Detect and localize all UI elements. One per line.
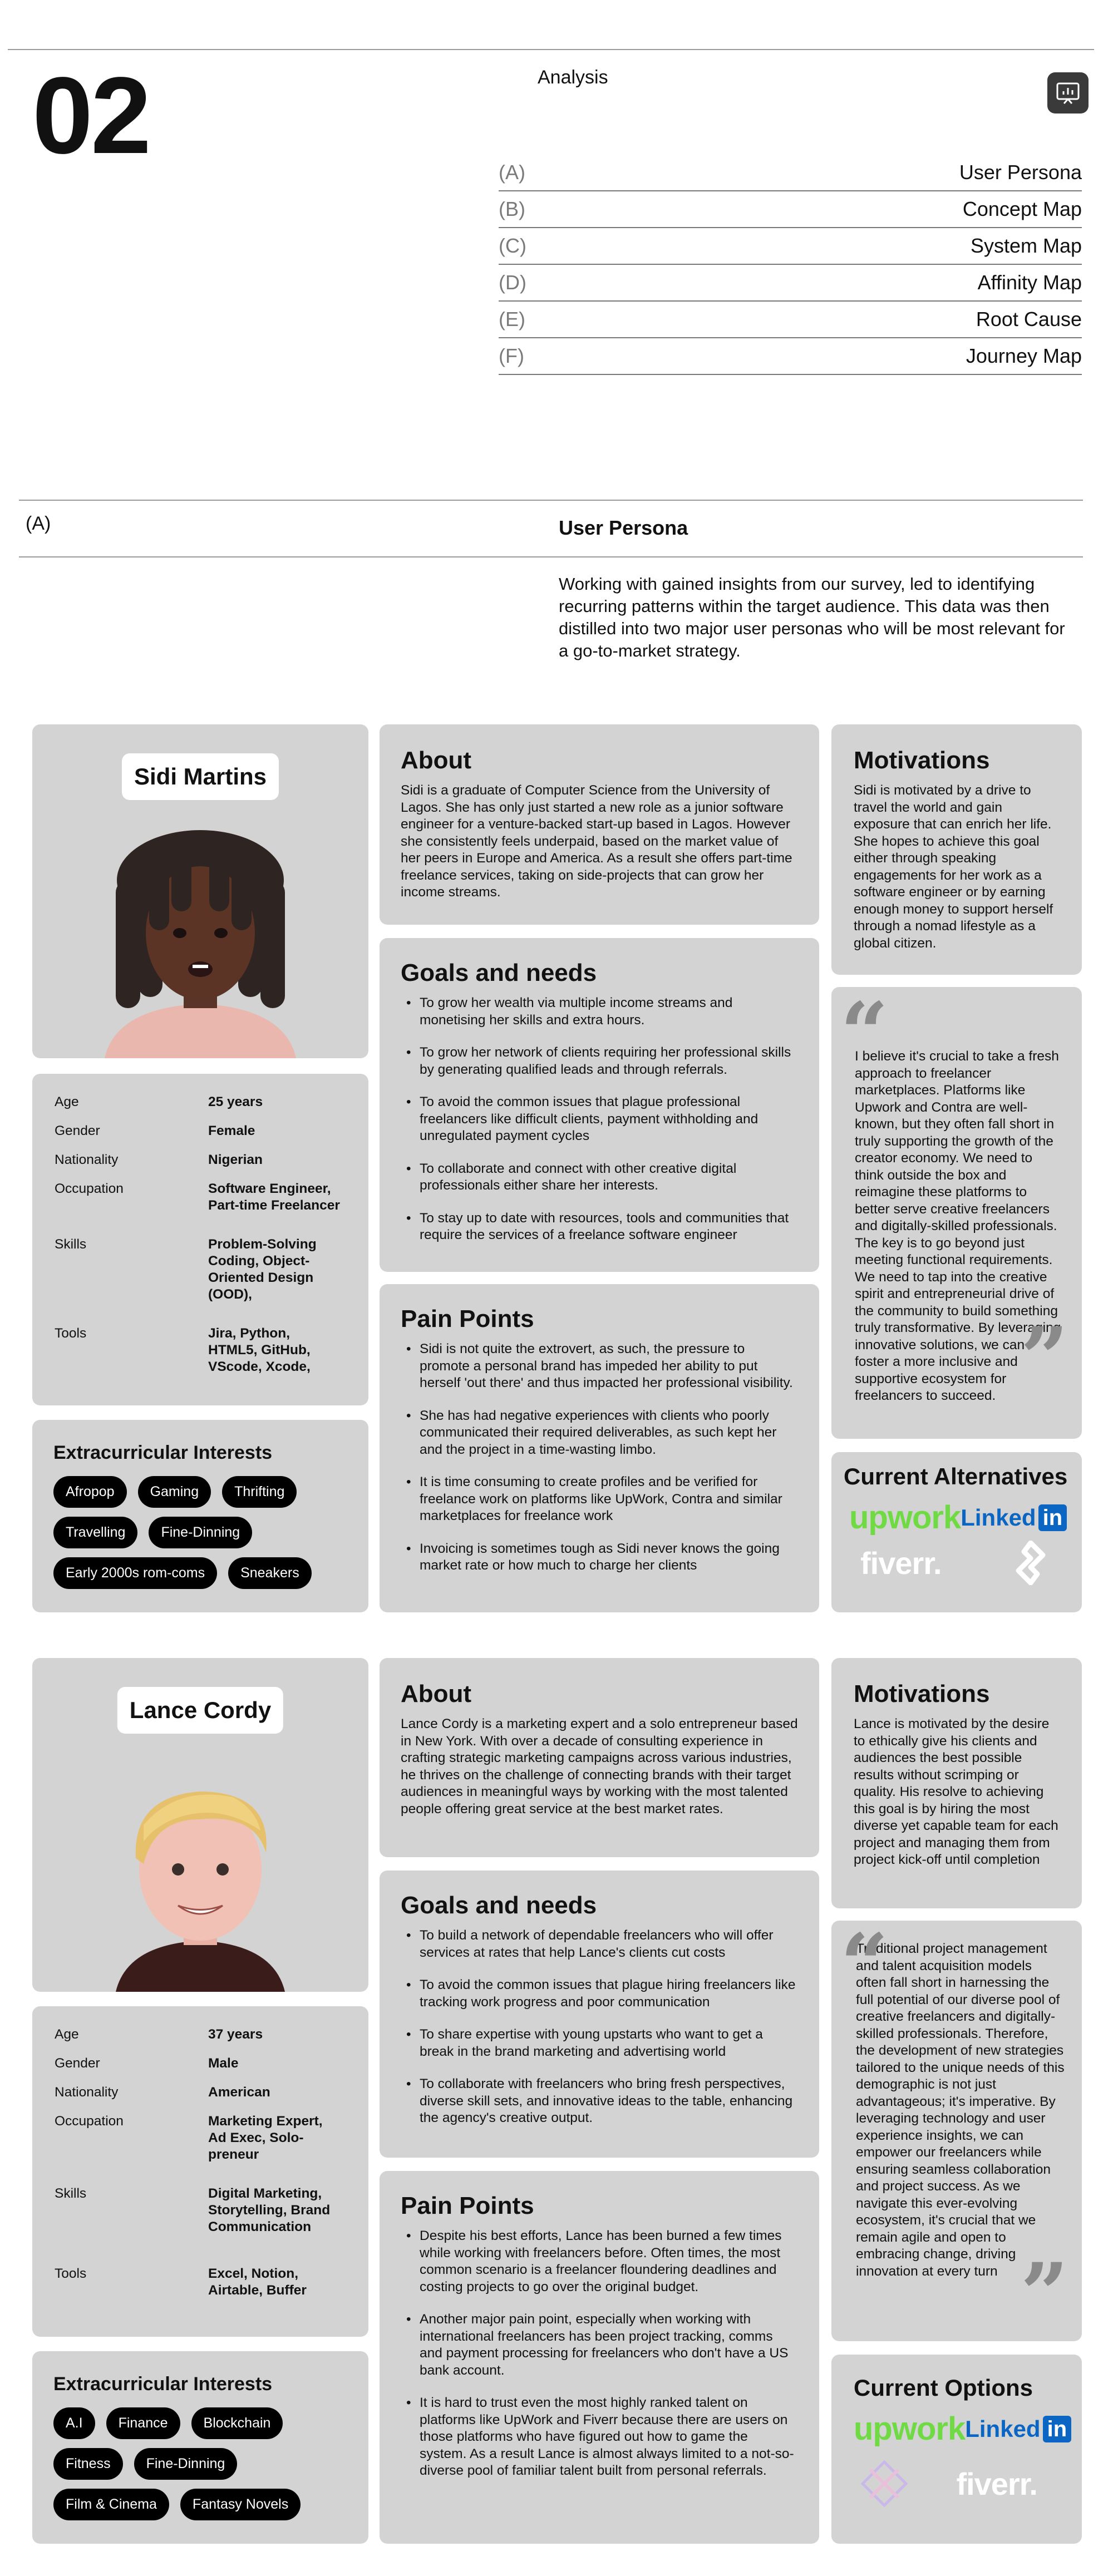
- toc-item-journey-map[interactable]: [499, 338, 1082, 375]
- goal-item: • To grow her wealth via multiple income streams and monetising her skills and extra hours.: [401, 995, 798, 1029]
- fact-value: Jira, Python, HTML5, GitHub, VScode, Xcode,: [208, 1326, 311, 1374]
- toc-name: Affinity Map: [977, 271, 1082, 294]
- section-divider-top: [19, 500, 1083, 501]
- fact-key: Nationality: [55, 2085, 119, 2100]
- motivations-text: Lance is motivated by the desire to ethically give his clients and audiences the best possible results without scrimping or quality. His resolve to achieving this goal is by hiring the most diverse yet capable team for each project and managing them from project kick-off until completion: [854, 1716, 1058, 1867]
- persona-facts-card: [32, 2006, 368, 2337]
- section-intro: Working with gained insights from our survey, led to identifying recurring patterns within the target audience. This data was then distilled into two major user personas who will be most relevant for a go-to-market strategy.: [559, 574, 1065, 660]
- interest-tag[interactable]: Sneakers: [228, 1557, 312, 1589]
- interest-tag[interactable]: Early 2000s rom-coms: [53, 1557, 217, 1589]
- fact-key: Occupation: [55, 1181, 124, 1196]
- fact-age: [55, 1094, 346, 1111]
- fact-value: Software Engineer, Part-time Freelancer: [208, 1181, 340, 1213]
- motivations-text: Sidi is motivated by a drive to travel the world and gain exposure that can enrich her life. She hopes to achieve this goal either through speaking engagements for her work as a software engineer or by earning enough money to support herself through a nomad lifestyle as a global citizen.: [854, 783, 1053, 951]
- interest-tags: [53, 2407, 347, 2520]
- contra-logo: [859, 2459, 909, 2509]
- goals-card: [380, 1871, 819, 2158]
- pain-points-card: [380, 2171, 819, 2544]
- goal-item: • To grow her network of clients requiring her professional skills by generating qualified leads and through referrals.: [401, 1044, 798, 1078]
- about-title: About: [401, 1680, 472, 1708]
- quote-text: I believe it's crucial to take a fresh approach to freelancer marketplaces. Platforms like Upwork and Contra are well-known, but they often fall short in truly supporting the growth of the creator economy. We need to think outside the box and reimagine these platforms to better serve creative freelancers and digitally-skilled professionals. The key is to go beyond just meeting functional requirements. We need to tap into the creative spirit and entrepreneurial drive of the community to build something truly transformative. By leveraging innovative solutions, we can foster a more inclusive and supportive ecosystem for freelancers to succeed.: [855, 1049, 1061, 1403]
- persona-portrait-card: [32, 1658, 368, 1992]
- motivations-card: [831, 724, 1082, 975]
- quote-card: [831, 1916, 1082, 2343]
- motivations-title: Motivations: [854, 747, 990, 774]
- fact-skills: [55, 1236, 346, 1303]
- motivations-card: [831, 1658, 1082, 1908]
- toc-name: System Map: [970, 234, 1082, 257]
- about-text: Sidi is a graduate of Computer Science from the University of Lagos. She has only just started a new role as a junior software engineer for a venture-backed start-up based in Lagos. However she consistently feels underpaid, based on the market value of her peers in Europe and America. As a result she offers part-time freelance services, taking on side-projects that can grow her income streams.: [401, 783, 792, 900]
- interest-tag[interactable]: Fantasy Novels: [180, 2489, 301, 2520]
- interest-tag[interactable]: Fine-Dinning: [149, 1517, 252, 1548]
- section-divider-bottom: [19, 556, 1083, 557]
- fact-occupation: [55, 2113, 346, 2163]
- toc-letter: (F): [499, 344, 524, 367]
- fact-tools: [55, 1325, 346, 1375]
- fact-value: 37 years: [208, 2027, 263, 2042]
- pain-item: • It is hard to trust even the most highly ranked talent on platforms like UpWork and Fiverr because there are users on those platforms who have figured out how to game the system. As a result Lance is almost always limited to a not-so-diverse pool of familiar talent built from personal referrals.: [401, 2395, 798, 2480]
- upwork-logo: upwork: [849, 1499, 961, 1536]
- interest-tag[interactable]: Fitness: [53, 2448, 123, 2480]
- goals-title: Goals and needs: [401, 959, 597, 986]
- fact-key: Tools: [55, 1326, 87, 1341]
- open-quote-icon: “: [840, 1916, 889, 2014]
- chapter-number: 02: [32, 55, 150, 176]
- fact-gender: [55, 1123, 346, 1139]
- fiverr-logo: fiverr.: [860, 1545, 942, 1581]
- alternatives-title: Current Alternatives: [844, 1463, 1068, 1489]
- about-card: [380, 1658, 819, 1857]
- goals-list: [401, 995, 798, 1244]
- table-of-contents: [499, 155, 1082, 375]
- linkedin-logo: Linked in: [965, 2416, 1071, 2442]
- toc-item-system-map[interactable]: [499, 228, 1082, 265]
- pain-item: • Invoicing is sometimes tough as Sidi never knows the going market rate or how much to charge her clients: [401, 1541, 798, 1575]
- goal-item: • To avoid the common issues that plague hiring freelancers like tracking work progress and poor communication: [401, 1977, 798, 2011]
- fact-occupation: [55, 1181, 346, 1214]
- goal-item: • To stay up to date with resources, tools and communities that require the services of a freelance software engineer: [401, 1210, 798, 1244]
- close-quote-icon: ”: [1020, 1309, 1068, 1407]
- goal-item: • To collaborate with freelancers who bring fresh perspectives, diverse skill sets, and innovative ideas to the table, enhancing the agency's creative output.: [401, 2076, 798, 2127]
- alternatives-title: Current Options: [854, 2375, 1033, 2401]
- fact-key: Age: [55, 2027, 79, 2042]
- interest-tags: [53, 1476, 347, 1589]
- pain-points-card: [380, 1284, 819, 1612]
- toc-item-concept-map[interactable]: [499, 191, 1082, 228]
- persona-facts-card: [32, 1074, 368, 1405]
- toc-item-affinity-map[interactable]: [499, 265, 1082, 302]
- goals-title: Goals and needs: [401, 1892, 597, 1919]
- toc-name: Concept Map: [962, 198, 1082, 220]
- interests-card: [32, 1420, 368, 1612]
- pain-item: • Despite his best efforts, Lance has been burned a few times while working with freelancers before. Often times, the most common scenario is a freelancer floundering deadlines and costing projects to go over the original budget.: [401, 2228, 798, 2296]
- toptal-logo: [1008, 1541, 1053, 1585]
- interest-tag[interactable]: Gaming: [138, 1476, 211, 1508]
- fact-value: Male: [208, 2056, 239, 2071]
- fact-value: Digital Marketing, Storytelling, Brand Communication: [208, 2186, 331, 2234]
- fact-key: Skills: [55, 2186, 87, 2201]
- fact-value: 25 years: [208, 1094, 263, 1109]
- interest-tag[interactable]: A.I: [53, 2407, 95, 2439]
- fact-value: Marketing Expert, Ad Exec, Solo-preneur: [208, 2114, 323, 2162]
- fact-key: Gender: [55, 2056, 100, 2071]
- toc-letter: (C): [499, 234, 526, 257]
- interests-card: [32, 2351, 368, 2544]
- about-text: Lance Cordy is a marketing expert and a solo entrepreneur based in New York. With over a decade of consulting experience in crafting strategic marketing campaigns across various industries, he thrives on the challenge of connecting brands with their target audiences in meaningful ways by working with the most talented people offering great service at the best market rates.: [401, 1716, 798, 1817]
- persona-name: Lance Cordy: [117, 1687, 283, 1734]
- goal-item: • To share expertise with young upstarts who want to get a break in the brand marketing and advertising world: [401, 2026, 798, 2060]
- interest-tag[interactable]: Thrifting: [222, 1476, 297, 1508]
- linkedin-logo-text: Linked: [965, 2415, 1041, 2442]
- fact-value: American: [208, 2085, 270, 2100]
- interest-tag[interactable]: Fine-Dinning: [134, 2448, 238, 2480]
- fact-skills: [55, 2185, 346, 2236]
- toc-item-root-cause[interactable]: [499, 302, 1082, 338]
- pain-points-list: [401, 2228, 798, 2480]
- interests-title: Extracurricular Interests: [53, 1442, 273, 1463]
- fact-key: Skills: [55, 1237, 87, 1252]
- section-letter: (A): [26, 513, 51, 534]
- toc-letter: (D): [499, 271, 526, 294]
- interest-tag[interactable]: Afropop: [53, 1476, 127, 1508]
- motivations-title: Motivations: [854, 1680, 990, 1708]
- fact-age: [55, 2026, 346, 2043]
- open-quote-icon: “: [840, 984, 889, 1082]
- pain-item: • Another major pain point, especially when working with international freelancers has been project tracking, comms and payment processing for freelancers who don't have a US bank account.: [401, 2311, 798, 2379]
- upwork-logo: upwork: [854, 2411, 966, 2447]
- pain-points-title: Pain Points: [401, 2192, 534, 2219]
- toc-name: User Persona: [959, 161, 1082, 184]
- chapter-label: Analysis: [538, 67, 608, 88]
- top-divider: [8, 49, 1094, 50]
- toc-item-user-persona[interactable]: [499, 155, 1082, 191]
- toc-letter: (B): [499, 198, 525, 220]
- alternatives-card: [831, 1452, 1082, 1612]
- interest-tag[interactable]: Finance: [106, 2407, 180, 2439]
- fiverr-logo: fiverr.: [956, 2466, 1037, 2501]
- persona-portrait-card: [32, 724, 368, 1058]
- pain-points-list: [401, 1341, 798, 1575]
- section-title: User Persona: [559, 516, 688, 539]
- fact-key: Age: [55, 1094, 79, 1109]
- goals-list: [401, 1927, 798, 2127]
- fact-key: Nationality: [55, 1152, 119, 1167]
- fact-nationality: [55, 1152, 346, 1168]
- linkedin-logo: Linked in: [961, 1504, 1067, 1531]
- alternatives-card: [831, 2355, 1082, 2544]
- interest-tag[interactable]: Film & Cinema: [53, 2489, 169, 2520]
- toc-letter: (E): [499, 308, 525, 330]
- fact-value: Nigerian: [208, 1152, 263, 1167]
- fact-value: Excel, Notion, Airtable, Buffer: [208, 2266, 307, 2298]
- persona-name: Sidi Martins: [122, 753, 279, 800]
- presentation-chart-icon[interactable]: [1047, 72, 1089, 113]
- fact-value: Problem-Solving Coding, Object-Oriented Design (OOD),: [208, 1237, 317, 1302]
- linkedin-logo-text: Linked: [961, 1504, 1036, 1531]
- fact-nationality: [55, 2084, 346, 2101]
- fact-key: Gender: [55, 1123, 100, 1138]
- interest-tag[interactable]: Blockchain: [191, 2407, 283, 2439]
- quote-card: [831, 984, 1082, 1439]
- toc-name: Journey Map: [966, 344, 1082, 367]
- goal-item: • To build a network of dependable freelancers who will offer services at rates that help Lance's clients cut costs: [401, 1927, 798, 1961]
- close-quote-icon: ”: [1020, 2245, 1068, 2343]
- toc-name: Root Cause: [976, 308, 1082, 330]
- interests-title: Extracurricular Interests: [53, 2373, 273, 2395]
- goals-card: [380, 938, 819, 1272]
- goal-item: • To avoid the common issues that plague professional freelancers like difficult clients, payment withholding and unregulated payment cycles: [401, 1094, 798, 1145]
- about-title: About: [401, 747, 472, 774]
- pain-item: • It is time consuming to create profiles and be verified for freelance work on platforms like UpWork, Contra and similar marketplaces for freelance work: [401, 1474, 798, 1525]
- interest-tag[interactable]: Travelling: [53, 1517, 137, 1548]
- avatar: [32, 797, 368, 1058]
- goal-item: • To collaborate and connect with other creative digital professionals either share her interests.: [401, 1161, 798, 1195]
- fact-tools: [55, 2266, 346, 2299]
- pain-points-title: Pain Points: [401, 1305, 534, 1333]
- pain-item: • She has had negative experiences with clients who poorly communicated their required deliverables, as such kept her and the project in a time-wasting limbo.: [401, 1408, 798, 1459]
- toc-letter: (A): [499, 161, 525, 184]
- quote-text: Traditional project management and talent acquisition models often fall short in harnessing the full potential of our diverse pool of creative freelancers and digitally-skilled professionals. Therefore, the development of new strategies tailored to the unique needs of this demographic is not just advantageous; it's imperative. By leveraging technology and user experience insights, we can empower our freelancers while ensuring seamless collaboration and project success. As we navigate this ever-evolving ecosystem, it's crucial that we remain agile and open to embracing change, driving innovation at every turn: [856, 1941, 1065, 2279]
- fact-value: Female: [208, 1123, 255, 1138]
- about-card: [380, 724, 819, 925]
- pain-item: • Sidi is not quite the extrovert, as such, the pressure to promote a personal brand has impeded her ability to put herself 'out there' and thus impacted her professional visibility.: [401, 1341, 798, 1392]
- fact-gender: [55, 2055, 346, 2072]
- fact-key: Tools: [55, 2266, 87, 2281]
- fact-key: Occupation: [55, 2114, 124, 2129]
- avatar: [32, 1730, 368, 1992]
